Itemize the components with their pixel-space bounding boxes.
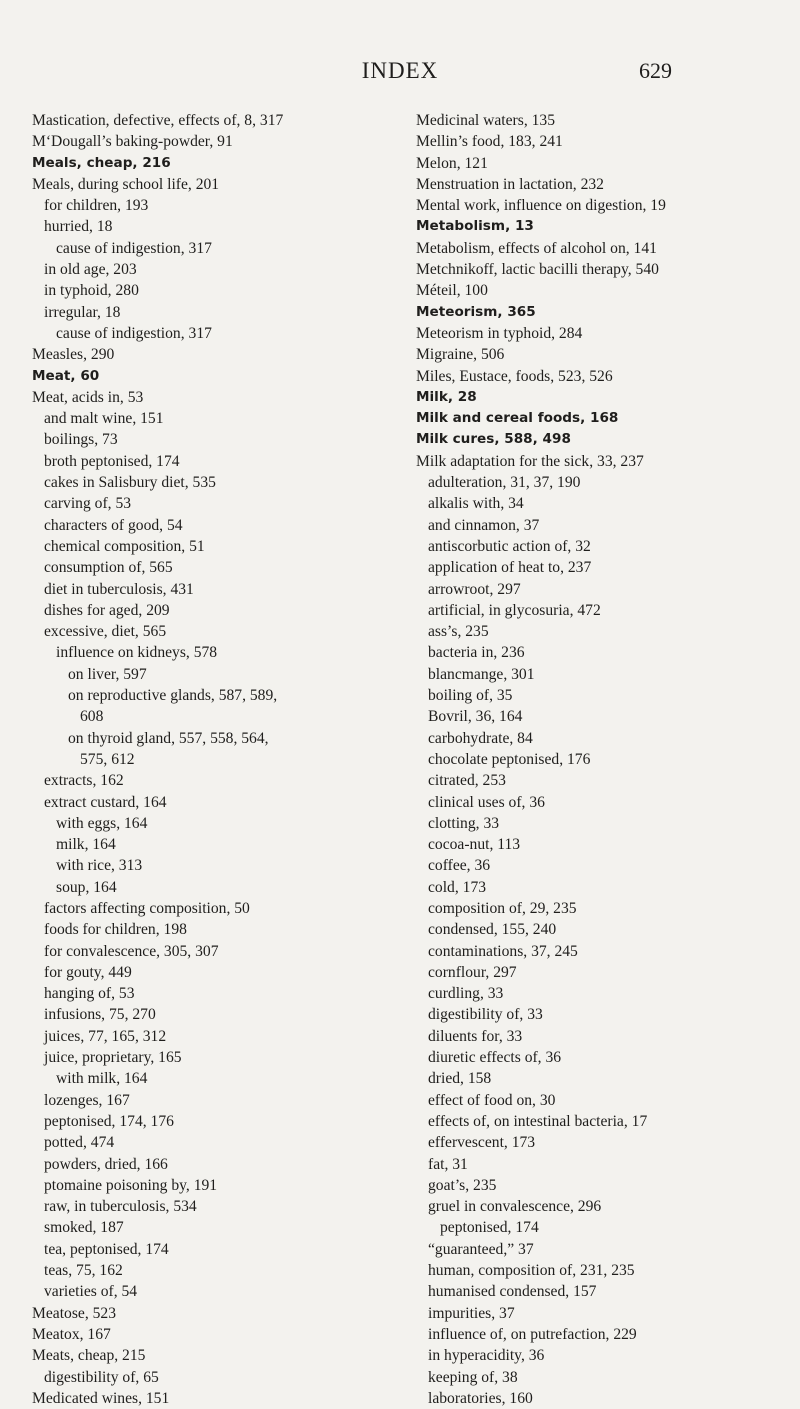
index-entry: M‘Dougall’s baking-powder, 91 <box>32 133 233 151</box>
index-entry: contaminations, 37, 245 <box>428 942 578 960</box>
index-entry: for convalescence, 305, 307 <box>44 942 219 960</box>
index-entry: fat, 31 <box>428 1155 468 1173</box>
index-entry: varieties of, 54 <box>44 1283 138 1301</box>
index-entry: Medicinal waters, 135 <box>416 112 556 129</box>
index-entry: blancmange, 301 <box>428 665 535 683</box>
index-entry: soup, 164 <box>56 878 117 896</box>
index-entry: chemical composition, 51 <box>44 537 205 555</box>
index-entry: dishes for aged, 209 <box>44 601 170 619</box>
index-entry: Mastication, defective, effects of, 8, 317 <box>32 112 284 129</box>
index-entry: Menstruation in lactation, 232 <box>416 175 604 193</box>
index-entry: on thyroid gland, 557, 558, 564, <box>68 729 269 747</box>
index-entry: cold, 173 <box>428 878 487 896</box>
index-entry: curdling, 33 <box>428 985 504 1003</box>
index-entry: Melon, 121 <box>416 154 488 172</box>
index-entry: Meatox, 167 <box>32 1325 111 1343</box>
index-entry: Meats, cheap, 215 <box>32 1347 146 1365</box>
index-entry: foods for children, 198 <box>44 921 187 939</box>
index-entry: hanging of, 53 <box>44 985 135 1003</box>
index-entry: on liver, 597 <box>68 665 147 683</box>
index-entry: Medicated wines, 151 <box>32 1389 170 1407</box>
running-title: INDEX <box>361 58 439 83</box>
index-entry: influence of, on putrefaction, 229 <box>428 1325 637 1343</box>
index-entry: and cinnamon, 37 <box>428 516 540 534</box>
index-entry: Meatose, 523 <box>32 1304 117 1322</box>
index-entry: Metabolism, effects of alcohol on, 141 <box>416 239 657 257</box>
index-entry: composition of, 29, 235 <box>428 899 577 917</box>
index-entry: Meals, cheap, 216 <box>32 154 171 171</box>
page-header <box>0 58 800 88</box>
index-entry: excessive, diet, 565 <box>44 623 167 641</box>
index-entry: Bovril, 36, 164 <box>428 708 523 726</box>
index-entry: and malt wine, 151 <box>44 410 164 428</box>
index-entry: powders, dried, 166 <box>44 1155 168 1173</box>
index-entry: carbohydrate, 84 <box>428 729 533 747</box>
index-entry: Méteil, 100 <box>416 282 488 300</box>
index-entry: Meat, 60 <box>32 367 100 384</box>
index-entry: keeping of, 38 <box>428 1368 518 1386</box>
index-entry: Milk adaptation for the sick, 33, 237 <box>416 452 644 470</box>
index-entry: effects of, on intestinal bacteria, 17 <box>428 1112 648 1130</box>
index-entry: cause of indigestion, 317 <box>56 239 212 257</box>
index-entry: artificial, in glycosuria, 472 <box>428 601 601 619</box>
index-entry: diluents for, 33 <box>428 1027 523 1045</box>
index-entry: influence on kidneys, 578 <box>56 644 218 662</box>
index-entry: clinical uses of, 36 <box>428 793 545 811</box>
index-entry: in typhoid, 280 <box>44 282 139 300</box>
index-entry: laboratories, 160 <box>428 1389 533 1407</box>
index-entry: arrowroot, 297 <box>428 580 521 598</box>
index-entry: condensed, 155, 240 <box>428 921 557 939</box>
index-entry: cakes in Salisbury diet, 535 <box>44 474 216 492</box>
index-entry: consumption of, 565 <box>44 559 173 577</box>
index-entry: Meteorism, 365 <box>416 303 536 320</box>
index-entry: cornflour, 297 <box>428 963 517 981</box>
index-entry: characters of good, 54 <box>44 516 183 534</box>
index-entry: digestibility of, 33 <box>428 1006 543 1024</box>
index-entry: extract custard, 164 <box>44 793 167 811</box>
index-entry: Metchnikoff, lactic bacilli therapy, 540 <box>416 261 659 279</box>
index-entry: antiscorbutic action of, 32 <box>428 537 591 555</box>
index-entry: factors affecting composition, 50 <box>44 899 250 917</box>
index-entry: raw, in tuberculosis, 534 <box>44 1198 197 1216</box>
index-entry: teas, 75, 162 <box>44 1262 123 1280</box>
index-entry: irregular, 18 <box>44 303 121 321</box>
index-entry: Milk cures, 588, 498 <box>416 431 571 448</box>
index-entry: juices, 77, 165, 312 <box>44 1027 167 1045</box>
index-entry: carving of, 53 <box>44 495 132 513</box>
index-entry: ptomaine poisoning by, 191 <box>44 1176 218 1194</box>
index-entry: adulteration, 31, 37, 190 <box>428 474 581 492</box>
index-entry: peptonised, 174, 176 <box>44 1112 174 1130</box>
index-entry: cocoa-nut, 113 <box>428 836 521 854</box>
index-entry: peptonised, 174 <box>440 1219 539 1237</box>
index-entry: hurried, 18 <box>44 218 113 236</box>
index-entry: digestibility of, 65 <box>44 1368 159 1386</box>
index-entry: broth peptonised, 174 <box>44 452 180 470</box>
index-entry: lozenges, 167 <box>44 1091 130 1109</box>
index-entry: effervescent, 173 <box>428 1134 536 1152</box>
index-entry: milk, 164 <box>56 836 116 854</box>
index-entry: diuretic effects of, 36 <box>428 1049 562 1067</box>
index-entry: citrated, 253 <box>428 772 506 790</box>
index-column-left <box>32 110 392 1409</box>
index-entry: “guaranteed,” 37 <box>428 1240 534 1258</box>
index-entry: dried, 158 <box>428 1070 492 1088</box>
page-number: 629 <box>639 58 672 83</box>
index-entry: in old age, 203 <box>44 261 137 279</box>
index-entry: Milk and cereal foods, 168 <box>416 410 619 427</box>
index-entry: ass’s, 235 <box>428 623 489 641</box>
index-entry: Miles, Eustace, foods, 523, 526 <box>416 367 613 385</box>
index-entry: coffee, 36 <box>428 857 491 875</box>
index-entry: application of heat to, 237 <box>428 559 592 577</box>
index-entry: humanised condensed, 157 <box>428 1283 597 1301</box>
index-entry: Milk, 28 <box>416 388 477 405</box>
index-entry: tea, peptonised, 174 <box>44 1240 169 1258</box>
index-entry: Mental work, influence on digestion, 19 <box>416 197 666 215</box>
index-entry: cause of indigestion, 317 <box>56 324 212 342</box>
index-entry: boilings, 73 <box>44 431 118 449</box>
index-entry: for children, 193 <box>44 197 149 215</box>
index-entry: potted, 474 <box>44 1134 115 1152</box>
index-entry: effect of food on, 30 <box>428 1091 556 1109</box>
index-entry: gruel in convalescence, 296 <box>428 1198 602 1216</box>
index-entry: on reproductive glands, 587, 589, <box>68 687 278 705</box>
index-entry: impurities, 37 <box>428 1304 515 1322</box>
index-entry: 608 <box>80 708 104 726</box>
index-entry: in hyperacidity, 36 <box>428 1347 545 1365</box>
index-entry: chocolate peptonised, 176 <box>428 750 591 768</box>
index-entry: for gouty, 449 <box>44 963 132 981</box>
index-entry: Meteorism in typhoid, 284 <box>416 324 583 342</box>
index-entry: clotting, 33 <box>428 814 500 832</box>
index-entry: goat’s, 235 <box>428 1176 497 1194</box>
index-entry: smoked, 187 <box>44 1219 124 1237</box>
index-entry: diet in tuberculosis, 431 <box>44 580 194 598</box>
index-entry: with milk, 164 <box>56 1070 148 1088</box>
index-entry: boiling of, 35 <box>428 687 513 705</box>
index-entry: infusions, 75, 270 <box>44 1006 156 1024</box>
index-entry: juice, proprietary, 165 <box>44 1049 182 1067</box>
index-entry: 575, 612 <box>80 750 135 768</box>
index-entry: with eggs, 164 <box>56 814 148 832</box>
index-column-right <box>416 110 776 1409</box>
index-entry: with rice, 313 <box>56 857 143 875</box>
index-entry: Migraine, 506 <box>416 346 505 364</box>
index-entry: Meals, during school life, 201 <box>32 175 220 193</box>
index-entry: Metabolism, 13 <box>416 218 534 235</box>
index-entry: Mellin’s food, 183, 241 <box>416 133 563 151</box>
index-entry: extracts, 162 <box>44 772 124 790</box>
index-entry: Meat, acids in, 53 <box>32 388 144 406</box>
index-entry: alkalis with, 34 <box>428 495 524 513</box>
index-entry: Measles, 290 <box>32 346 115 364</box>
index-entry: bacteria in, 236 <box>428 644 525 662</box>
index-entry: human, composition of, 231, 235 <box>428 1262 635 1280</box>
